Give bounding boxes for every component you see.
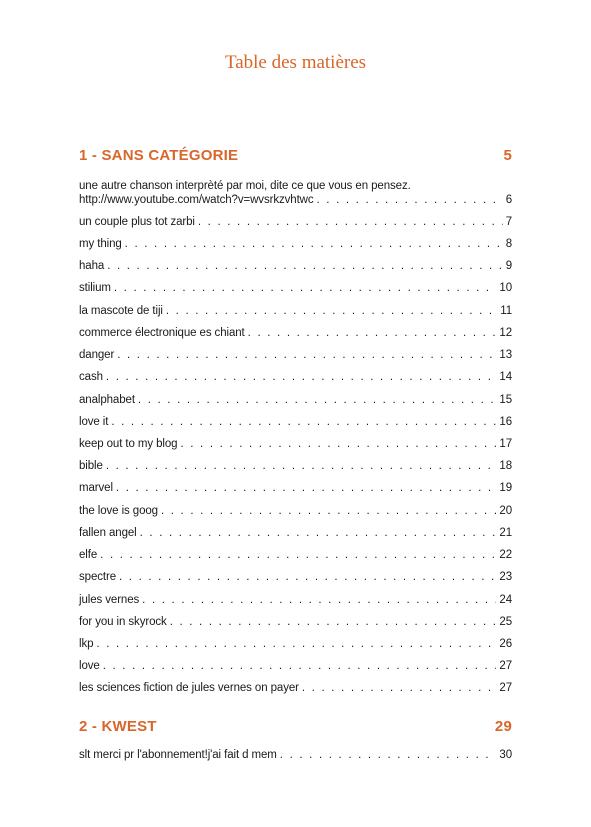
section-heading-page: 5 <box>503 147 512 164</box>
toc-entry-title: un couple plus tot zarbi <box>79 216 195 228</box>
toc-entry-title: fallen angel <box>79 527 137 539</box>
dot-leader <box>248 326 497 340</box>
toc-entry[interactable] <box>79 179 512 207</box>
dot-leader <box>142 593 496 607</box>
toc-entry-page: 23 <box>499 571 512 583</box>
toc-entry-title: spectre <box>79 571 117 583</box>
dot-leader <box>166 304 497 318</box>
toc-entry-title: bible <box>79 460 103 472</box>
toc-entry[interactable] <box>79 748 512 762</box>
toc-entry[interactable] <box>79 237 512 251</box>
toc-entry-title-line1: une autre chanson interprèté par moi, dite ce que vous en pensez. <box>79 180 411 192</box>
section-heading[interactable] <box>79 718 512 735</box>
toc-entry[interactable] <box>79 681 512 695</box>
dot-leader <box>111 415 496 429</box>
toc-entry-page: 10 <box>499 282 512 294</box>
toc-entry-page: 7 <box>505 216 512 228</box>
toc-entry-title: stilium <box>79 282 111 294</box>
toc-entry[interactable] <box>79 459 512 473</box>
toc-entry[interactable] <box>79 548 512 562</box>
toc-entry[interactable] <box>79 481 512 495</box>
toc-entry[interactable] <box>79 348 512 362</box>
toc-entry-page: 14 <box>499 371 512 383</box>
toc-entry[interactable] <box>79 370 512 384</box>
toc-entry-page: 27 <box>499 660 512 672</box>
toc-entry-title: the love is goog <box>79 505 158 517</box>
toc-entry-page: 13 <box>499 349 512 361</box>
dot-leader <box>116 481 497 495</box>
toc-entry-page: 8 <box>505 238 512 250</box>
toc-entry-title: la mascote de tiji <box>79 305 163 317</box>
toc-entry[interactable] <box>79 593 512 607</box>
toc-entry-page: 15 <box>499 394 512 406</box>
toc-entry-title: slt merci pr l'abonnement!j'ai fait d mem <box>79 749 277 761</box>
toc-entry[interactable] <box>79 304 512 318</box>
toc-entry-title: danger <box>79 349 115 361</box>
dot-leader <box>170 615 497 629</box>
toc-entry-page: 26 <box>499 638 512 650</box>
toc-entry-page: 22 <box>499 549 512 561</box>
toc-entry-page: 16 <box>499 416 512 428</box>
toc-entry[interactable] <box>79 615 512 629</box>
dot-leader <box>198 215 503 229</box>
dot-leader <box>302 681 497 695</box>
toc-entry-page: 25 <box>499 616 512 628</box>
dot-leader <box>117 348 496 362</box>
toc-entry-title: my thing <box>79 238 122 250</box>
dot-leader <box>100 548 496 562</box>
toc-entry-title: love it <box>79 416 109 428</box>
toc-entry-page: 20 <box>499 505 512 517</box>
toc-entry-page: 17 <box>499 438 512 450</box>
dot-leader <box>140 526 497 540</box>
dot-leader <box>106 370 497 384</box>
toc-entry[interactable] <box>79 637 512 651</box>
toc-entry[interactable] <box>79 437 512 451</box>
toc-entry[interactable] <box>79 659 512 673</box>
dot-leader <box>114 281 497 295</box>
toc-entry-title: love <box>79 660 100 672</box>
dot-leader <box>106 459 497 473</box>
toc-entry-page: 21 <box>499 527 512 539</box>
toc-entry-title: haha <box>79 260 105 272</box>
toc-entry[interactable] <box>79 259 512 273</box>
toc-entry[interactable] <box>79 570 512 584</box>
toc-entry-page: 6 <box>505 194 512 206</box>
toc-entry-title: lkp <box>79 638 94 650</box>
toc-entry-title: http://www.youtube.com/watch?v=wvsrkzvhtwc <box>79 194 314 206</box>
toc-entry-title: cash <box>79 371 103 383</box>
toc-entry-title: les sciences fiction de jules vernes on payer <box>79 682 299 694</box>
toc-entry-page: 18 <box>499 460 512 472</box>
toc-entry-page: 27 <box>499 682 512 694</box>
section-heading[interactable] <box>79 147 512 164</box>
toc-entry[interactable] <box>79 393 512 407</box>
toc-entry[interactable] <box>79 215 512 229</box>
dot-leader <box>107 259 503 273</box>
dot-leader <box>119 570 496 584</box>
toc-entry-page: 11 <box>500 305 512 317</box>
dot-leader <box>103 659 497 673</box>
section-heading-label: 2 - KWEST <box>79 718 157 735</box>
toc-entry[interactable] <box>79 326 512 340</box>
toc-entry-page: 30 <box>499 749 512 761</box>
toc-entry-title: jules vernes <box>79 594 140 606</box>
toc-entry[interactable] <box>79 504 512 518</box>
toc-entry[interactable] <box>79 281 512 295</box>
section-heading-page: 29 <box>494 718 512 735</box>
dot-leader <box>161 504 496 518</box>
toc-entry-title: marvel <box>79 482 113 494</box>
page-title: Table des matières <box>224 52 367 73</box>
dot-leader <box>125 237 503 251</box>
dot-leader <box>96 637 496 651</box>
toc-entry-title: elfe <box>79 549 98 561</box>
toc-entry-title: commerce électronique es chiant <box>79 327 245 339</box>
toc-entry[interactable] <box>79 415 512 429</box>
dot-leader <box>180 437 496 451</box>
toc-entry[interactable] <box>79 526 512 540</box>
section-heading-label: 1 - SANS CATÉGORIE <box>79 147 239 164</box>
toc-entry-page: 12 <box>499 327 512 339</box>
dot-leader <box>280 748 497 762</box>
toc-entry-page: 9 <box>505 260 512 272</box>
toc-entry-page: 19 <box>499 482 512 494</box>
dot-leader <box>317 193 503 207</box>
toc-entry-title: analphabet <box>79 394 135 406</box>
dot-leader <box>138 393 496 407</box>
toc-entry-page: 24 <box>499 594 512 606</box>
toc-entry-title: keep out to my blog <box>79 438 178 450</box>
toc-entry-title: for you in skyrock <box>79 616 167 628</box>
